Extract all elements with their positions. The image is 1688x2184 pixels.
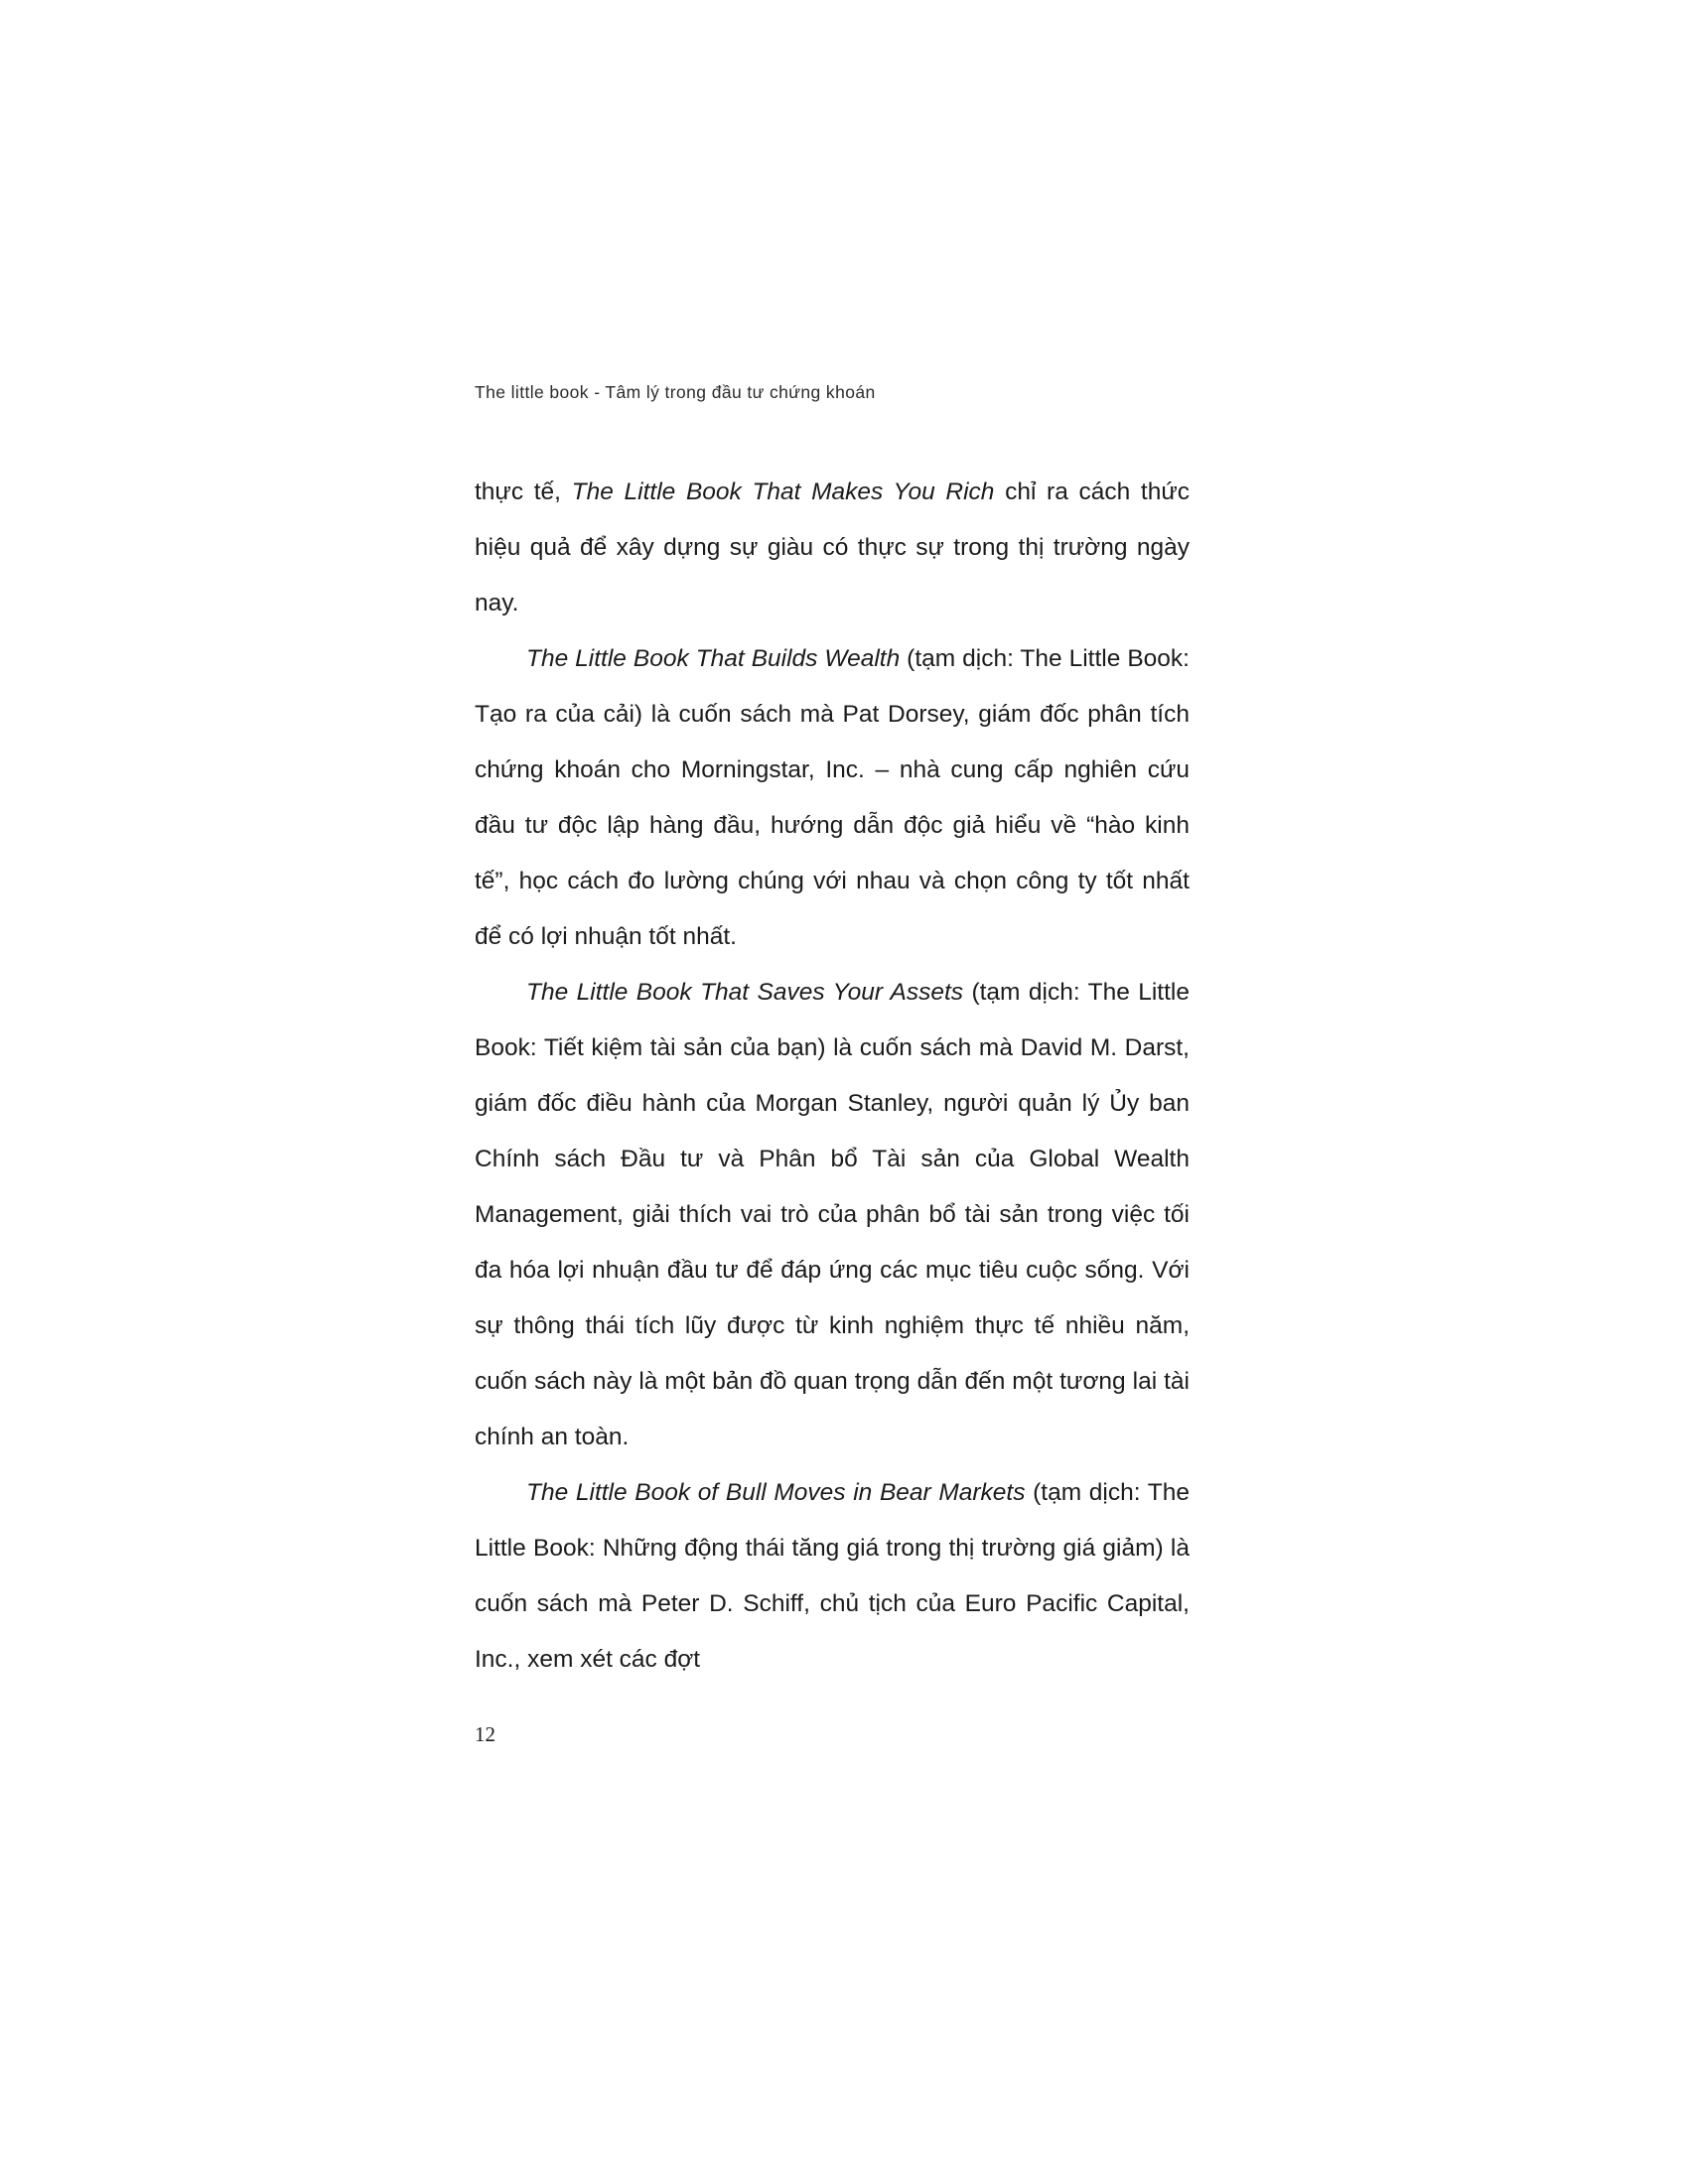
page-number: 12	[475, 1722, 495, 1746]
text-run: (tạm dịch: The Little Book: Những động thái tăng giá trong thị trường giá giảm) là cuốn sách mà Peter D. Schiff, chủ tịch của Euro Pacific Capital, Inc., xem xét các đợt	[475, 1479, 1190, 1673]
body-text	[475, 465, 1190, 1688]
paragraph	[475, 465, 1190, 631]
running-head: The little book - Tâm lý trong đầu tư chứng khoán	[475, 382, 876, 402]
text-run: (tạm dịch: The Little Book: Tiết kiệm tài sản của bạn) là cuốn sách mà David M. Darst, giám đốc điều hành của Morgan Stanley, người quản lý Ủy ban Chính sách Đầu tư và Phân bổ Tài sản của Global Wealth Management, giải thích vai trò của phân bổ tài sản trong việc tối đa hóa lợi nhuận đầu tư để đáp ứng các mục tiêu cuộc sống. Với sự thông thái tích lũy được từ kinh nghiệm thực tế nhiều năm, cuốn sách này là một bản đồ quan trọng dẫn đến một tương lai tài chính an toàn.	[475, 979, 1190, 1450]
book-title: The Little Book That Makes You Rich	[571, 478, 995, 505]
paragraph	[475, 965, 1190, 1465]
text-run: chỉ ra cách thức hiệu quả để xây dựng sự giàu có thực sự trong thị trường ngày nay.	[475, 478, 1190, 616]
book-title: The Little Book That Saves Your Assets	[526, 979, 964, 1006]
page-content	[475, 382, 1190, 1688]
text-run: (tạm dịch: The Little Book: Tạo ra của cải) là cuốn sách mà Pat Dorsey, giám đốc phân tích chứng khoán cho Morningstar, Inc. – nhà cung cấp nghiên cứu đầu tư độc lập hàng đầu, hướng dẫn độc giả hiểu về “hào kinh tế”, học cách đo lường chúng với nhau và chọn công ty tốt nhất để có lợi nhuận tốt nhất.	[475, 645, 1190, 950]
book-title: The Little Book That Builds Wealth	[526, 645, 901, 672]
book-title: The Little Book of Bull Moves in Bear Markets	[526, 1479, 1026, 1506]
paragraph	[475, 631, 1190, 965]
text-run: thực tế,	[475, 478, 572, 505]
paragraph	[475, 1465, 1190, 1688]
